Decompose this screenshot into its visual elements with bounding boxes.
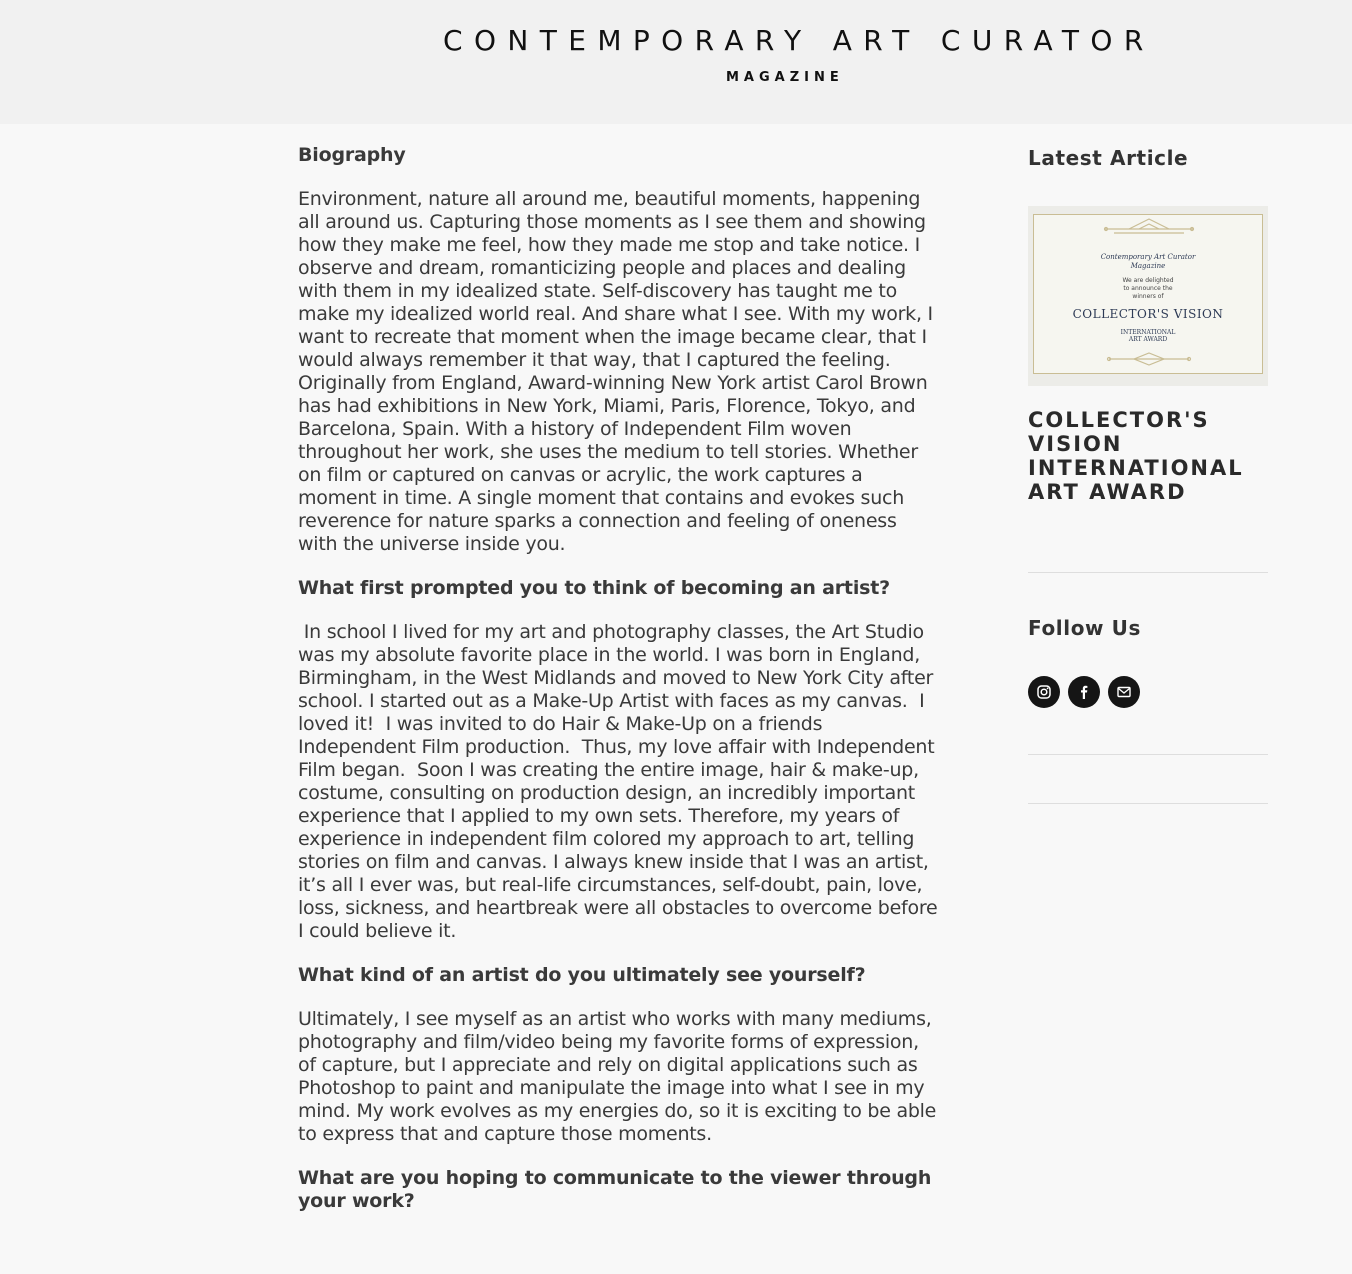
social-links (1028, 676, 1140, 708)
site-logo-subtitle[interactable]: MAGAZINE (726, 70, 844, 85)
email-link[interactable] (1108, 676, 1140, 708)
section-heading-first-prompted: What first prompted you to think of becoming an artist? (298, 577, 890, 599)
article-body (298, 140, 944, 1213)
section-paragraph-biography: Environment, nature all around me, beautiful moments, happening all around us. Capturing those moments as I see them and showing how they make me feel, how they made me stop and take notice. I observe and dream, romanticizing people and places and dealing with them in my idealized state. Self-discovery has taught me to make my idealized world real. And share what I see. With my work, I want to recreate that moment when the image became clear, that I would always remember it that way, that I captured the feeling. Originally from England, Award-winning New York artist Carol Brown has had exhibitions in New York, Miami, Paris, Florence, Tokyo, and Barcelona, Spain. With a history of Independent Film woven throughout her work, she uses the medium to tell stories. Whether on film or captured on canvas or acrylic, the work captures a moment in time. A single moment that contains and evokes such reverence for nature sparks a connection and feeling of oneness with the universe inside you. (298, 188, 933, 555)
sidebar-divider (1028, 572, 1268, 573)
latest-article-label: Latest Article (1028, 146, 1189, 170)
mail-icon (1116, 684, 1132, 700)
section-heading-biography: Biography (298, 144, 406, 166)
follow-us-label: Follow Us (1028, 616, 1142, 640)
card-award-subtitle: INTERNATIONAL ART AWARD (1120, 329, 1176, 343)
card-announcement: We are delighted to announce the winners of (1122, 277, 1174, 300)
art-deco-ornament-bottom-icon (1034, 349, 1264, 369)
award-announcement-card (1033, 214, 1263, 374)
latest-article-title[interactable]: COLLECTOR'S VISION INTERNATIONAL ART AWARD (1028, 408, 1244, 504)
section-heading-kind-of-artist: What kind of an artist do you ultimately see yourself? (298, 964, 866, 986)
card-award-name: COLLECTOR'S VISION (1072, 307, 1224, 321)
facebook-icon (1076, 684, 1092, 700)
instagram-icon (1036, 684, 1052, 700)
section-paragraph-kind-of-artist: Ultimately, I see myself as an artist who works with many mediums, photography and film/video being my favorite forms of expression, of capture, but I appreciate and rely on digital applications such as Photoshop to paint and manipulate the image into what I see in my mind. My work evolves as my energies do, so it is exciting to be able to express that and capture those moments. (298, 1008, 937, 1145)
sidebar-divider (1028, 754, 1268, 755)
section-heading-communicate: What are you hoping to communicate to the viewer through your work? (298, 1167, 932, 1212)
facebook-link[interactable] (1068, 676, 1100, 708)
section-paragraph-first-prompted: In school I lived for my art and photography classes, the Art Studio was my absolute favorite place in the world. I was born in England, Birmingham, in the West Midlands and moved to New York City after school. I started out as a Make-Up Artist with faces as my canvas. I loved it! I was invited to do Hair & Make-Up on a friends Independent Film production. Thus, my love affair with Independent Film began. Soon I was creating the entire image, hair & make-up, costume, consulting on production design, an incredibly important experience that I applied to my own sets. Therefore, my years of experience in independent film colored my approach to art, telling stories on film and canvas. I always knew inside that I was an artist, it’s all I ever was, but real-life circumstances, self-doubt, pain, love, loss, sickness, and heartbreak were all obstacles to overcome before I could believe it. (298, 621, 944, 942)
instagram-link[interactable] (1028, 676, 1060, 708)
site-header (0, 0, 1352, 124)
card-magazine-name: Contemporary Art Curator Magazine (1100, 253, 1196, 270)
latest-article-image[interactable] (1028, 206, 1268, 386)
sidebar-divider (1028, 803, 1268, 804)
site-logo-title[interactable]: CONTEMPORARY ART CURATOR (443, 24, 1155, 57)
art-deco-ornament-top-icon (1034, 215, 1264, 245)
